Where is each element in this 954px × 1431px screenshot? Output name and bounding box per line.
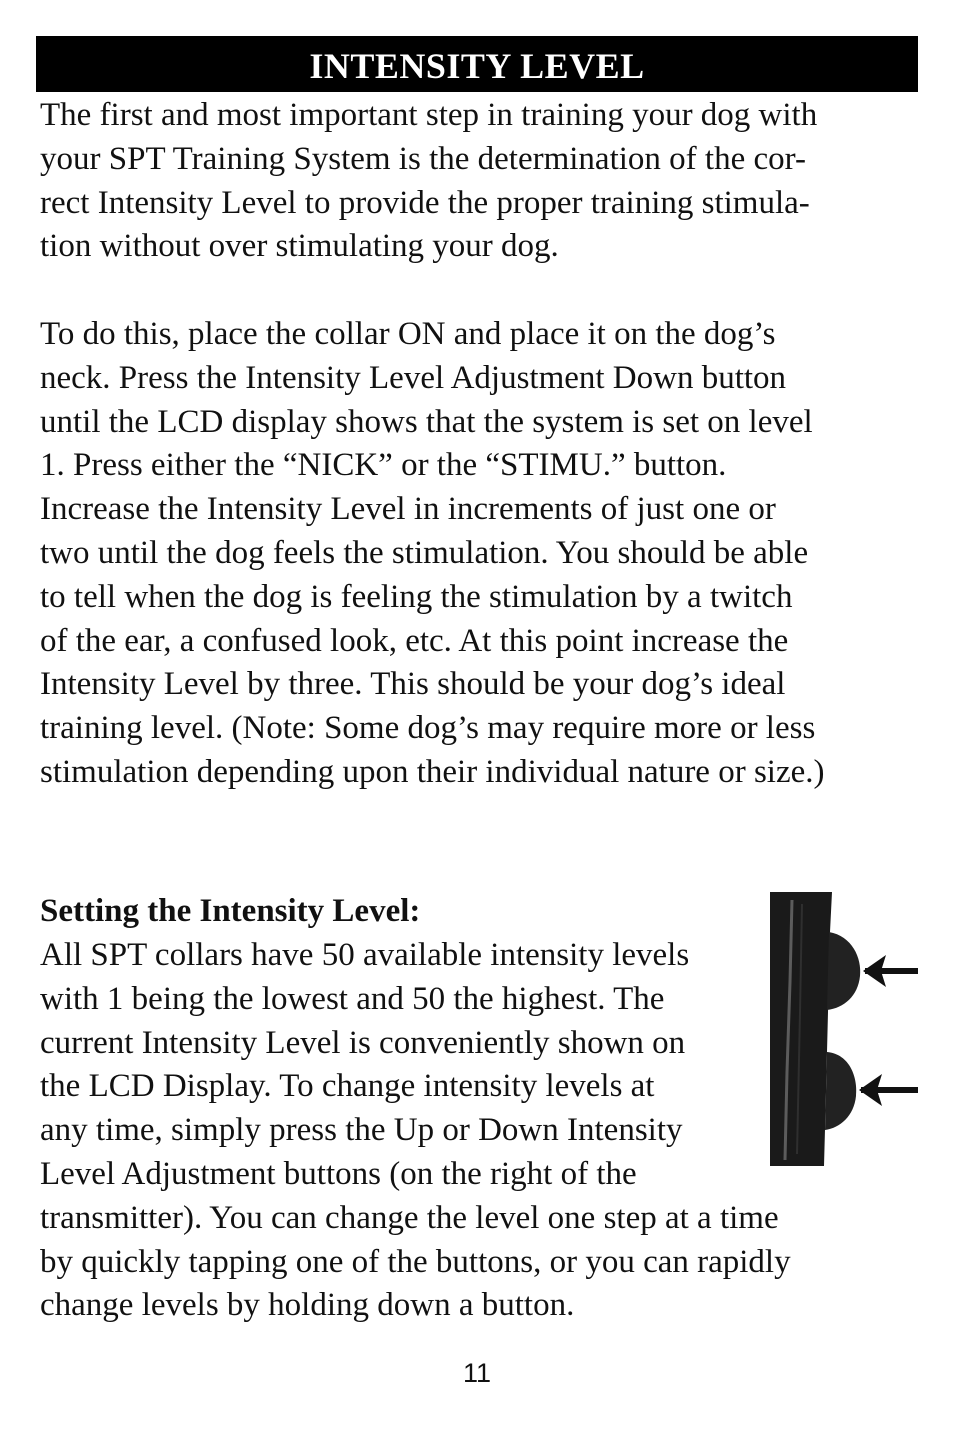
- setting-line: current Intensity Level is conveniently shown on: [40, 1024, 686, 1061]
- procedure-line: Increase the Intensity Level in increments of just one or: [40, 491, 776, 528]
- procedure-line: To do this, place the collar ON and place it on the dog’s: [40, 316, 776, 352]
- setting-line: transmitter). You can change the level one step at a time: [40, 1199, 779, 1236]
- setting-paragraph: [40, 934, 791, 1328]
- transmitter-side-buttons-arrows-icon: [770, 892, 922, 1166]
- intro-line: The first and most important step in training your dog with: [40, 97, 818, 133]
- setting-line: with 1 being the lowest and 50 the highest. The: [40, 980, 665, 1017]
- setting-line: the LCD Display. To change intensity levels at: [40, 1068, 655, 1105]
- transmitter-buttons-figure: [770, 892, 922, 1166]
- procedure-line: 1. Press either the “NICK” or the “STIMU.” button.: [40, 447, 727, 484]
- section-title: INTENSITY LEVEL: [309, 46, 645, 86]
- setting-line: Level Adjustment buttons (on the right of the: [40, 1155, 637, 1192]
- setting-line: All SPT collars have 50 available intensity levels: [40, 937, 690, 973]
- procedure-paragraph: [40, 313, 825, 795]
- setting-line: change levels by holding down a button.: [40, 1287, 575, 1324]
- procedure-line: neck. Press the Intensity Level Adjustment Down button: [40, 359, 787, 396]
- procedure-line: until the LCD display shows that the system is set on level: [40, 403, 813, 440]
- procedure-line: of the ear, a confused look, etc. At this point increase the: [40, 622, 789, 659]
- page-number: 11: [462, 1358, 492, 1388]
- procedure-line: two until the dog feels the stimulation. You should be able: [40, 534, 809, 571]
- section-title-bar: [36, 36, 918, 92]
- intro-line: your SPT Training System is the determination of the cor-: [40, 140, 806, 177]
- procedure-line: training level. (Note: Some dog’s may require more or less: [40, 710, 816, 747]
- intro-line: tion without over stimulating your dog.: [40, 228, 559, 265]
- intro-paragraph: [40, 94, 817, 269]
- procedure-line: stimulation depending upon their individual nature or size.): [40, 753, 825, 790]
- setting-line: by quickly tapping one of the buttons, or you can rapidly: [40, 1243, 791, 1280]
- setting-heading: Setting the Intensity Level:: [40, 893, 421, 929]
- setting-line: any time, simply press the Up or Down Intensity: [40, 1112, 683, 1149]
- procedure-line: Intensity Level by three. This should be your dog’s ideal: [40, 666, 786, 703]
- procedure-line: to tell when the dog is feeling the stimulation by a twitch: [40, 578, 793, 615]
- intro-line: rect Intensity Level to provide the proper training stimula-: [40, 184, 810, 221]
